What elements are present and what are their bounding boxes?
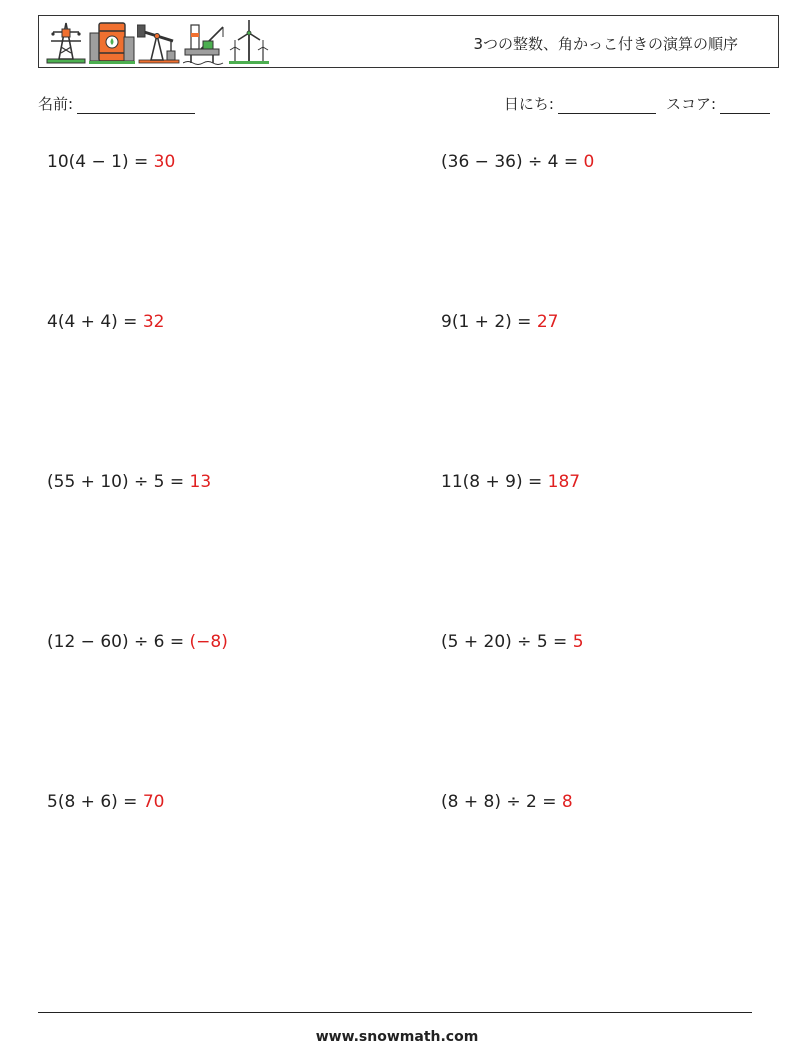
oil-barrel-icon [89,19,135,65]
problem-expression: 5(8 + 6) = [47,792,143,812]
problem-5 [47,472,211,492]
problem-answer: 8 [561,792,573,812]
problem-answer: (−8) [189,632,228,652]
problem-6 [441,472,580,492]
problem-answer: 27 [536,312,559,332]
problem-1 [47,152,175,172]
name-label: 名前: [38,95,74,113]
problem-answer: 70 [142,792,165,812]
problem-answer: 5 [572,632,584,652]
problem-answer: 13 [189,472,212,492]
name-blank[interactable] [77,98,195,114]
oil-pump-icon [137,19,181,65]
problem-expression: 10(4 − 1) = [47,152,154,172]
problem-answer: 30 [153,152,176,172]
problem-7 [47,632,228,652]
score-label: スコア: [665,95,716,113]
date-blank[interactable] [558,98,656,114]
problem-4 [441,312,558,332]
problem-expression: (5 + 20) ÷ 5 = [441,632,573,652]
problem-2 [441,152,594,172]
oil-rig-icon [183,19,227,65]
problem-expression: 11(8 + 9) = [441,472,548,492]
problem-10 [441,792,573,812]
problem-expression: 9(1 + 2) = [441,312,537,332]
date-label: 日にち: [503,95,554,113]
problem-answer: 0 [583,152,595,172]
problem-9 [47,792,164,812]
problem-expression: (55 + 10) ÷ 5 = [47,472,190,492]
problem-expression: (8 + 8) ÷ 2 = [441,792,562,812]
page-title: 3つの整数、角かっこ付きの演算の順序 [473,35,738,53]
wind-turbine-icon [229,19,269,65]
problem-expression: (12 − 60) ÷ 6 = [47,632,190,652]
problem-answer: 187 [547,472,581,492]
date-score-row [504,93,770,114]
problem-expression: 4(4 + 4) = [47,312,143,332]
problem-8 [441,632,584,652]
footer-divider [38,1012,752,1013]
name-field-row [38,93,195,114]
header-box [38,15,779,68]
power-pylon-icon [45,19,87,65]
problem-answer: 32 [142,312,165,332]
footer-url[interactable]: www.snowmath.com [315,1029,479,1045]
problem-expression: (36 − 36) ÷ 4 = [441,152,584,172]
header-icons [45,19,269,65]
score-blank[interactable] [720,98,770,114]
problem-3 [47,312,164,332]
